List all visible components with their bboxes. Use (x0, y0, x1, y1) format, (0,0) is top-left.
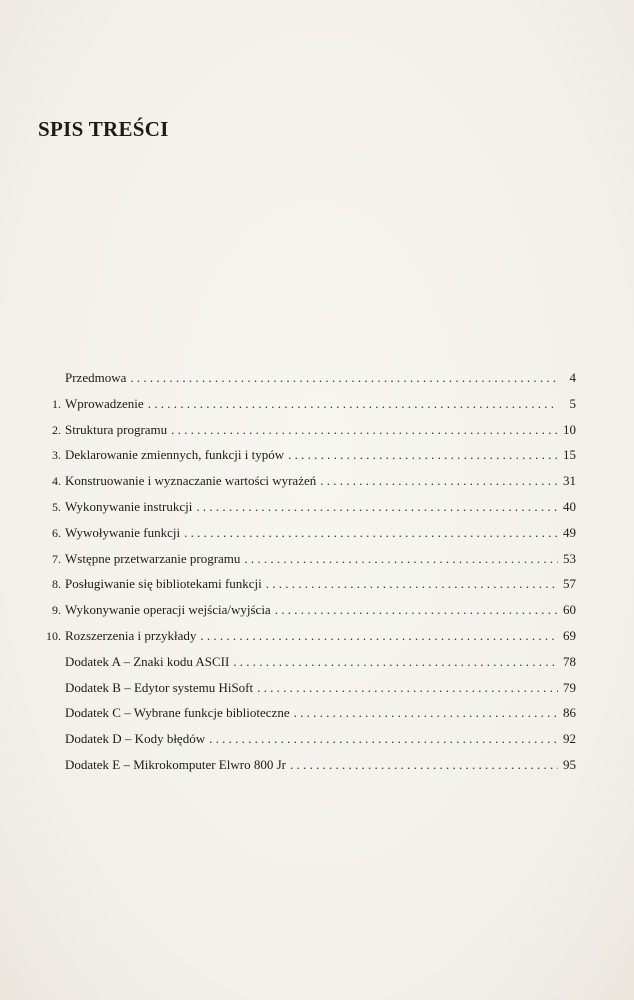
toc-leader-dots (209, 731, 558, 747)
toc-appendix-entry (30, 757, 576, 783)
toc-leader-dots (266, 576, 558, 592)
toc-entry-number: 4. (52, 474, 61, 489)
toc-entry-page: 78 (563, 653, 576, 669)
toc-leader-dots (233, 654, 558, 670)
toc-entry-label: Przedmowa (65, 370, 127, 385)
toc-leader-dots (171, 422, 558, 438)
toc-leader-dots (184, 525, 558, 541)
toc-entry-label: Posługiwanie się bibliotekami funkcji (65, 576, 262, 592)
toc-entry-page: 92 (563, 731, 576, 747)
toc-entry (30, 422, 576, 448)
toc-entry-page: 95 (563, 756, 576, 772)
toc-entry-number: 2. (52, 422, 61, 437)
toc-entry-page: 15 (563, 447, 576, 463)
toc-entry-label: Dodatek C – Wybrane funkcje biblioteczne (65, 705, 290, 721)
toc-entry-label: Deklarowanie zmiennych, funkcji i typów (65, 447, 285, 463)
toc-leader-dots (320, 473, 558, 489)
toc-entry-page: 4 (569, 370, 576, 385)
toc-entry-number: 7. (52, 551, 61, 566)
toc-entry (30, 473, 576, 499)
toc-entry (30, 576, 576, 602)
toc-entry-page: 60 (563, 602, 576, 618)
toc-leader-dots (288, 447, 558, 463)
toc-appendix-entry (30, 731, 576, 757)
toc-entry-number: 5. (52, 499, 61, 514)
toc-entry-label: Dodatek A – Znaki kodu ASCII (65, 653, 230, 669)
toc-entry-label: Wykonywanie operacji wejścia/wyjścia (65, 602, 271, 618)
toc-leader-dots (130, 370, 558, 386)
toc-entry-label: Wprowadzenie (65, 395, 144, 411)
toc-entry-label: Wstępne przetwarzanie programu (65, 550, 241, 566)
page-title: SPIS TREŚCI (38, 117, 169, 141)
toc-entry (30, 602, 576, 628)
toc-entry-page: 69 (563, 627, 576, 643)
toc-entry-number: 8. (52, 577, 61, 592)
toc-entry-label: Konstruowanie i wyznaczanie wartości wyrażeń (65, 473, 317, 489)
toc-leader-dots (148, 396, 558, 412)
toc-entry (30, 370, 576, 396)
toc-leader-dots (200, 628, 558, 644)
toc-leader-dots (275, 602, 558, 618)
toc-entry (30, 525, 576, 551)
toc-entry-page: 53 (563, 550, 576, 566)
toc-entry-label: Dodatek E – Mikrokomputer Elwro 800 Jr (65, 756, 286, 772)
toc-entry-number: 6. (52, 525, 61, 540)
table-of-contents (30, 370, 576, 783)
toc-entry-label: Dodatek D – Kody błędów (65, 731, 206, 747)
toc-entry-page: 86 (563, 705, 576, 721)
toc-entry (30, 551, 576, 577)
toc-entry-page: 79 (563, 679, 576, 695)
toc-entry-page: 49 (563, 524, 576, 540)
toc-leader-dots (196, 499, 558, 515)
toc-entry (30, 447, 576, 473)
toc-entry-label: Dodatek B – Edytor systemu HiSoft (65, 679, 254, 695)
toc-entry-page: 31 (563, 473, 576, 489)
toc-entry-number: 10. (46, 628, 61, 643)
toc-entry-page: 10 (563, 421, 576, 437)
toc-entry-label: Wykonywanie instrukcji (65, 498, 193, 514)
toc-entry-number: 1. (52, 396, 61, 411)
toc-entry-page: 40 (563, 498, 576, 514)
toc-entry (30, 499, 576, 525)
toc-entry-number: 3. (52, 448, 61, 463)
toc-entry-page: 5 (569, 395, 576, 411)
toc-entry (30, 628, 576, 654)
toc-entry-label: Struktura programu (65, 421, 168, 437)
toc-entry-number: 9. (52, 603, 61, 618)
toc-leader-dots (294, 705, 558, 721)
toc-leader-dots (257, 680, 558, 696)
toc-appendix-entry (30, 654, 576, 680)
toc-leader-dots (244, 551, 558, 567)
toc-entry-label: Wywoływanie funkcji (65, 524, 181, 540)
toc-appendix-entry (30, 680, 576, 706)
toc-leader-dots (290, 757, 558, 773)
toc-entry (30, 396, 576, 422)
toc-entry-page: 57 (563, 576, 576, 592)
toc-entry-label: Rozszerzenia i przykłady (65, 627, 197, 643)
toc-appendix-entry (30, 705, 576, 731)
